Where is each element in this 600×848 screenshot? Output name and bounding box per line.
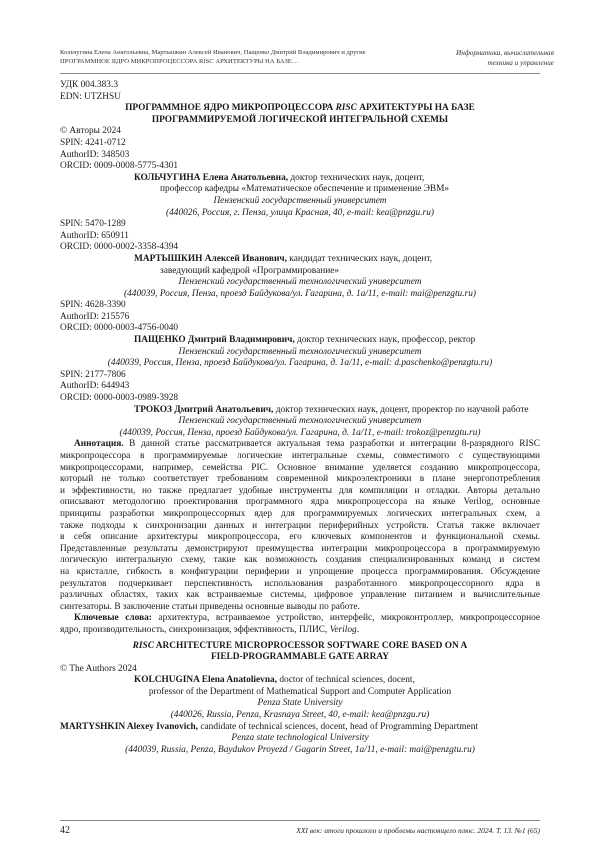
abstract-line: Представленные результаты демонстрируют преимущества интеграции микропроцессора в программируемую — [60, 543, 540, 554]
author-degree: доктор технических наук, профессор, ректор — [294, 335, 476, 346]
author-name: МАРТЫШКИН Алексей Иванович, — [134, 253, 287, 264]
title-ru-part1: ПРОГРАММНОЕ ЯДРО МИКРОПРОЦЕССОРА — [125, 103, 336, 114]
abstract-line: логическую интегральную схему, такие как возможность создания специализированных команд и систем — [60, 555, 540, 566]
abstract — [60, 439, 540, 613]
abstract-label: Аннотация. — [74, 439, 124, 450]
author-id: AuthorID: 644943 — [60, 381, 130, 392]
author-name: MARTYSHKIN Alexey Ivanovich, — [60, 721, 199, 732]
abstract-line: в себя описание архитектуры микропроцессора, его ключевых компонентов и функциональной схемы. — [60, 532, 540, 543]
author-id: AuthorID: 348503 — [60, 149, 130, 160]
author-degree: candidate of technical sciences, docent, head of Programming Department — [198, 721, 478, 732]
footer-rule — [60, 820, 540, 821]
author-degree: doctor of technical sciences, docent, — [277, 675, 415, 686]
header-authors: Кольчугина Елена Анатольевна, Мартышкин Алексей Иванович, Пащенко Дмитрий Владимирович и другие — [60, 49, 366, 56]
abstract-line: синтезаторы. В заключение статьи приведены основные выводы по работе. — [60, 601, 360, 612]
author-name-line — [60, 173, 540, 185]
author-name-line — [60, 254, 540, 266]
author-name-line — [60, 335, 540, 347]
keywords — [60, 613, 540, 636]
abstract-line: результатов подчеркивает перспективность использования разработанного микропроцессорного ядра в — [60, 578, 540, 589]
keywords-label: Ключевые слова: — [74, 613, 152, 624]
author-name: KOLCHUGINA Elena Anatolievna, — [134, 675, 278, 686]
author-id: AuthorID: 650911 — [60, 230, 129, 241]
author-organization: Пензенский государственный технологический университет — [178, 277, 422, 288]
abstract-line: Аннотация. В данной статье рассматривается актуальная тема разработки и интеграции 8-разрядного RISC — [74, 439, 540, 450]
title-en-risc: RISC — [132, 640, 154, 651]
author-address: (440026, Россия, г. Пенза, улица Красная, 40, e-mail: kea@pnzgu.ru) — [166, 207, 434, 218]
abstract-line: различных областях, таких как встраиваемые системы, цифровое управление питанием и вычислительные — [60, 590, 540, 601]
keywords-line: ядро, производительность, синхронизация, эффективность, ПЛИС, Verilog. — [60, 624, 360, 635]
abstract-line: на кристалле, гибкость в конфигурации периферии и упрощение процесса программирования. Обсуждение — [60, 566, 540, 577]
title-ru-risc: RISC — [335, 103, 357, 114]
author-degree: доктор технических наук, доцент, — [288, 172, 425, 183]
article-body — [60, 80, 540, 756]
author-name: ТРОКОЗ Дмитрий Анатольевич, — [134, 404, 274, 415]
edn-code: EDN: UTZHSU — [60, 91, 121, 102]
article-title-ru-line2: ПРОГРАММИРУЕМОЙ ЛОГИЧЕСКОЙ ИНТЕГРАЛЬНОЙ СХЕМЫ — [151, 114, 449, 125]
author-name-line — [60, 675, 540, 687]
copyright-ru: © Авторы 2024 — [60, 126, 121, 137]
author-orcid: ORCID: 0009-0008-5775-4301 — [60, 161, 179, 172]
journal-section-line2: техника и управление — [487, 59, 554, 67]
article-title-en: RISC ARCHITECTURE MICROPROCESSOR SOFTWARE CORE BASED ON A — [132, 640, 468, 651]
author-name-line — [60, 722, 540, 734]
author-spin: SPIN: 2177-7806 — [60, 369, 126, 380]
author-address: (440039, Россия, Пенза, проезд Байдукова/ул. Гагарина, д. 1а/11, e-mail: trokoz@penzgtu.ru) — [119, 427, 481, 438]
author-position: заведующий кафедрой «Программирование» — [160, 265, 340, 276]
header-title: ПРОГРАММНОЕ ЯДРО МИКРОПРОЦЕССОРА RISC АРХИТЕКТУРЫ НА БАЗЕ… — [60, 58, 299, 65]
author-orcid: ORCID: 0000-0002-3358-4394 — [60, 242, 179, 253]
author-position: профессор кафедры «Математическое обеспечение и применение ЭВМ» — [160, 184, 450, 195]
footer-journal: XXI век: итоги прошлого и проблемы настоящего плюс. 2024. Т. 13. №1 (65) — [296, 826, 540, 835]
author-address: (440026, Russia, Penza, Krasnaya Street, 40, e-mail: kea@pnzgu.ru) — [170, 710, 430, 721]
article-title-en-line2: FIELD-PROGRAMMABLE GATE ARRAY — [210, 652, 390, 663]
abstract-line: описывают методологию проектирования программного ядра микропроцессора на языке Verilog, основные — [60, 497, 540, 508]
abstract-line: также подходы к синхронизации данных и интеграции периферийных устройств. Статья также включает — [60, 520, 540, 531]
author-organization: Пензенский государственный университет — [213, 195, 387, 206]
title-ru-part2: АРХИТЕКТУРЫ НА БАЗЕ — [356, 103, 475, 114]
author-name-line — [60, 405, 540, 417]
author-organization: Penza state technological University — [231, 733, 369, 744]
author-orcid: ORCID: 0000-0003-0989-3928 — [60, 393, 179, 404]
author-degree: доктор технических наук, доцент, проректор по научной работе — [273, 404, 529, 415]
page-number: 42 — [60, 825, 70, 836]
author-orcid: ORCID: 0000-0003-4756-0040 — [60, 323, 179, 334]
author-organization: Пензенский государственный технологический университет — [178, 416, 422, 427]
author-address: (440039, Russia, Penza, Baydukov Proyezd / Gagarin Street, 1a/11, e-mail: mai@penzgtu.ru) — [125, 744, 475, 755]
abstract-line: микропроцессора в программируемые логические интегральные схемы, совместимого с существующими — [60, 451, 540, 461]
author-spin: SPIN: 4241-0712 — [60, 137, 126, 148]
abstract-line: и эффективности, но также предлагает удобные инструменты для компиляции и отладки. Авторы детально — [60, 485, 540, 496]
author-id: AuthorID: 215576 — [60, 311, 130, 322]
author-organization: Penza State University — [257, 698, 343, 709]
author-degree: кандидат технических наук, доцент, — [286, 253, 433, 264]
author-name: ПАЩЕНКО Дмитрий Владимирович, — [134, 335, 295, 346]
header-rule — [60, 73, 540, 74]
author-spin: SPIN: 4628-3390 — [60, 300, 126, 311]
article-title-ru — [60, 103, 540, 115]
author-spin: SPIN: 5470-1289 — [60, 219, 126, 230]
author-name: КОЛЬЧУГИНА Елена Анатольевна, — [134, 172, 289, 183]
abstract-line: принципы разработки микропроцессорных ядер для программируемых логических интегральных схем, а — [60, 508, 540, 519]
abstract-line: микропроцессорами, например, семейства PIC. Основное внимание уделяется созданию микропроцессора, — [60, 462, 540, 473]
keywords-line: Ключевые слова: архитектура, встраиваемое устройство, интерфейс, микроконтроллер, микропроцессорное — [74, 613, 540, 624]
author-position: professor of the Department of Mathematical Support and Computer Application — [148, 686, 452, 697]
journal-section-line1: Информатика, вычислительная — [456, 49, 554, 57]
copyright-en: © The Authors 2024 — [60, 663, 137, 674]
abstract-line: который не только соответствует требованиям современной микроэлектроники в плане энергопотребления — [60, 474, 540, 485]
running-header — [60, 48, 390, 66]
journal-section — [404, 48, 554, 68]
author-organization: Пензенский государственный технологический университет — [178, 346, 422, 357]
author-address: (440039, Россия, Пенза, проезд Байдукова/ул. Гагарина, д. 1а/11, e-mail: d.paschenko@penzgtu.ru) — [107, 358, 493, 369]
udc-code: УДК 004.383.3 — [60, 80, 118, 90]
author-address: (440039, Россия, Пенза, проезд Байдукова/ул. Гагарина, д. 1а/11, e-mail: mai@penzgtu.ru) — [124, 288, 476, 299]
